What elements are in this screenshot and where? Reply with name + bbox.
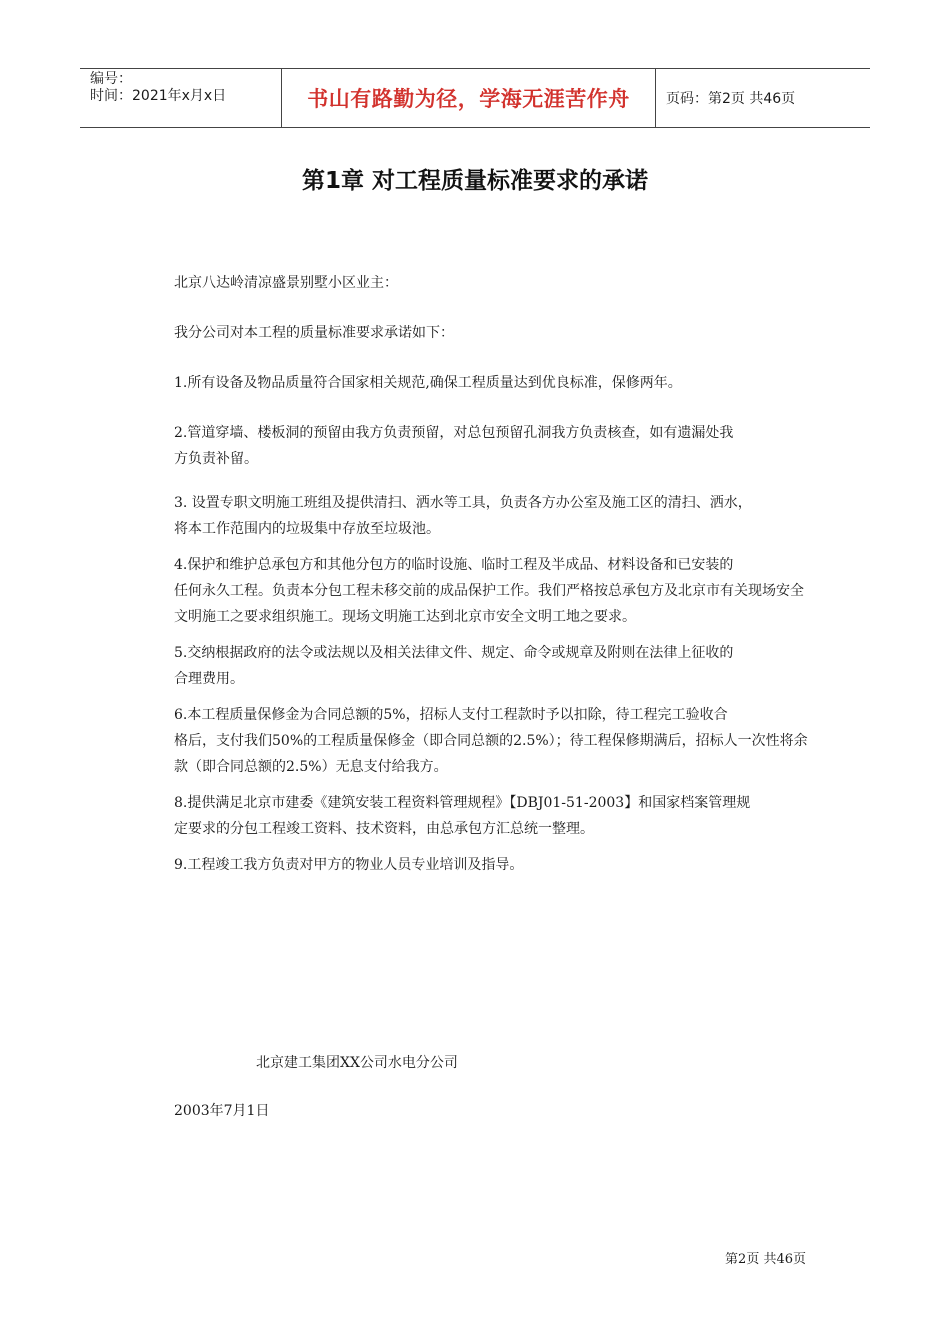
header-number-label: 编号： (90, 71, 132, 87)
chapter-title: 第1章 对工程质量标准要求的承诺 (301, 168, 648, 194)
item-continuation: 定要求的分包工程竣工资料、技术资料，由总承包方汇总统一整理。 (174, 821, 594, 837)
item-first-line: 2.管道穿墙、楼板洞的预留由我方负责预留，对总包预留孔洞我方负责核查，如有遗漏处我 (174, 425, 734, 441)
signature-date: 2003年7月1日 (174, 1103, 270, 1119)
header-time-label: 时间：2021年x月x日 (90, 88, 227, 104)
commitment-item-6 (174, 702, 812, 780)
item-first-line: 1.所有设备及物品质量符合国家相关规范,确保工程质量达到优良标准，保修两年。 (174, 375, 682, 391)
item-first-line: 8.提供满足北京市建委《建筑安装工程资料管理规程》【DBJ01-51-2003】和国家档案管理规 (174, 795, 751, 811)
commitment-item-3 (174, 490, 812, 542)
item-first-line: 3. 设置专职文明施工班组及提供清扫、洒水等工具，负责各方办公室及施工区的清扫、洒水， (174, 495, 752, 511)
item-first-line: 5.交纳根据政府的法令或法规以及相关法律文件、规定、命令或规章及附则在法律上征收的 (174, 645, 734, 661)
item-first-line: 4.保护和维护总承包方和其他分包方的临时设施、临时工程及半成品、材料设备和已安装的 (174, 557, 734, 573)
header-meta (80, 69, 282, 127)
item-continuation: 合理费用。 (174, 671, 244, 687)
commitment-item-8 (174, 790, 812, 842)
document-body (174, 270, 812, 878)
item-continuation: 将本工作范围内的垃圾集中存放至垃圾池。 (174, 521, 440, 537)
page-footer: 第2页 共46页 (725, 1252, 806, 1267)
header-motto: 书山有路勤为径，学海无涯苦作舟 (282, 69, 656, 127)
header-page-info: 页码：第2页 共46页 (666, 91, 796, 107)
intro-paragraph: 我分公司对本工程的质量标准要求承诺如下： (174, 325, 454, 341)
item-first-line: 6.本工程质量保修金为合同总额的5%，招标人支付工程款时予以扣除，待工程完工验收合 (174, 707, 728, 723)
commitment-item-5 (174, 640, 812, 692)
commitment-item-9 (174, 852, 812, 878)
commitment-item-1 (174, 370, 812, 396)
page-header (80, 68, 870, 128)
signer-company: 北京建工集团XX公司水电分公司 (256, 1055, 458, 1071)
salutation: 北京八达岭清凉盛景别墅小区业主： (174, 275, 398, 291)
item-continuation: 方负责补留。 (174, 451, 258, 467)
commitment-item-4 (174, 552, 812, 630)
item-continuation: 任何永久工程。负责本分包工程未移交前的成品保护工作。我们严格按总承包方及北京市有关现场安全文明施工之要求组织施工。现场文明施工达到北京市安全文明工地之要求。 (174, 583, 804, 625)
item-first-line: 9.工程竣工我方负责对甲方的物业人员专业培训及指导。 (174, 857, 524, 873)
commitment-item-2 (174, 420, 812, 472)
item-continuation: 格后，支付我们50%的工程质量保修金（即合同总额的2.5%）；待工程保修期满后，招标人一次性将余款（即合同总额的2.5%）无息支付给我方。 (174, 733, 808, 775)
